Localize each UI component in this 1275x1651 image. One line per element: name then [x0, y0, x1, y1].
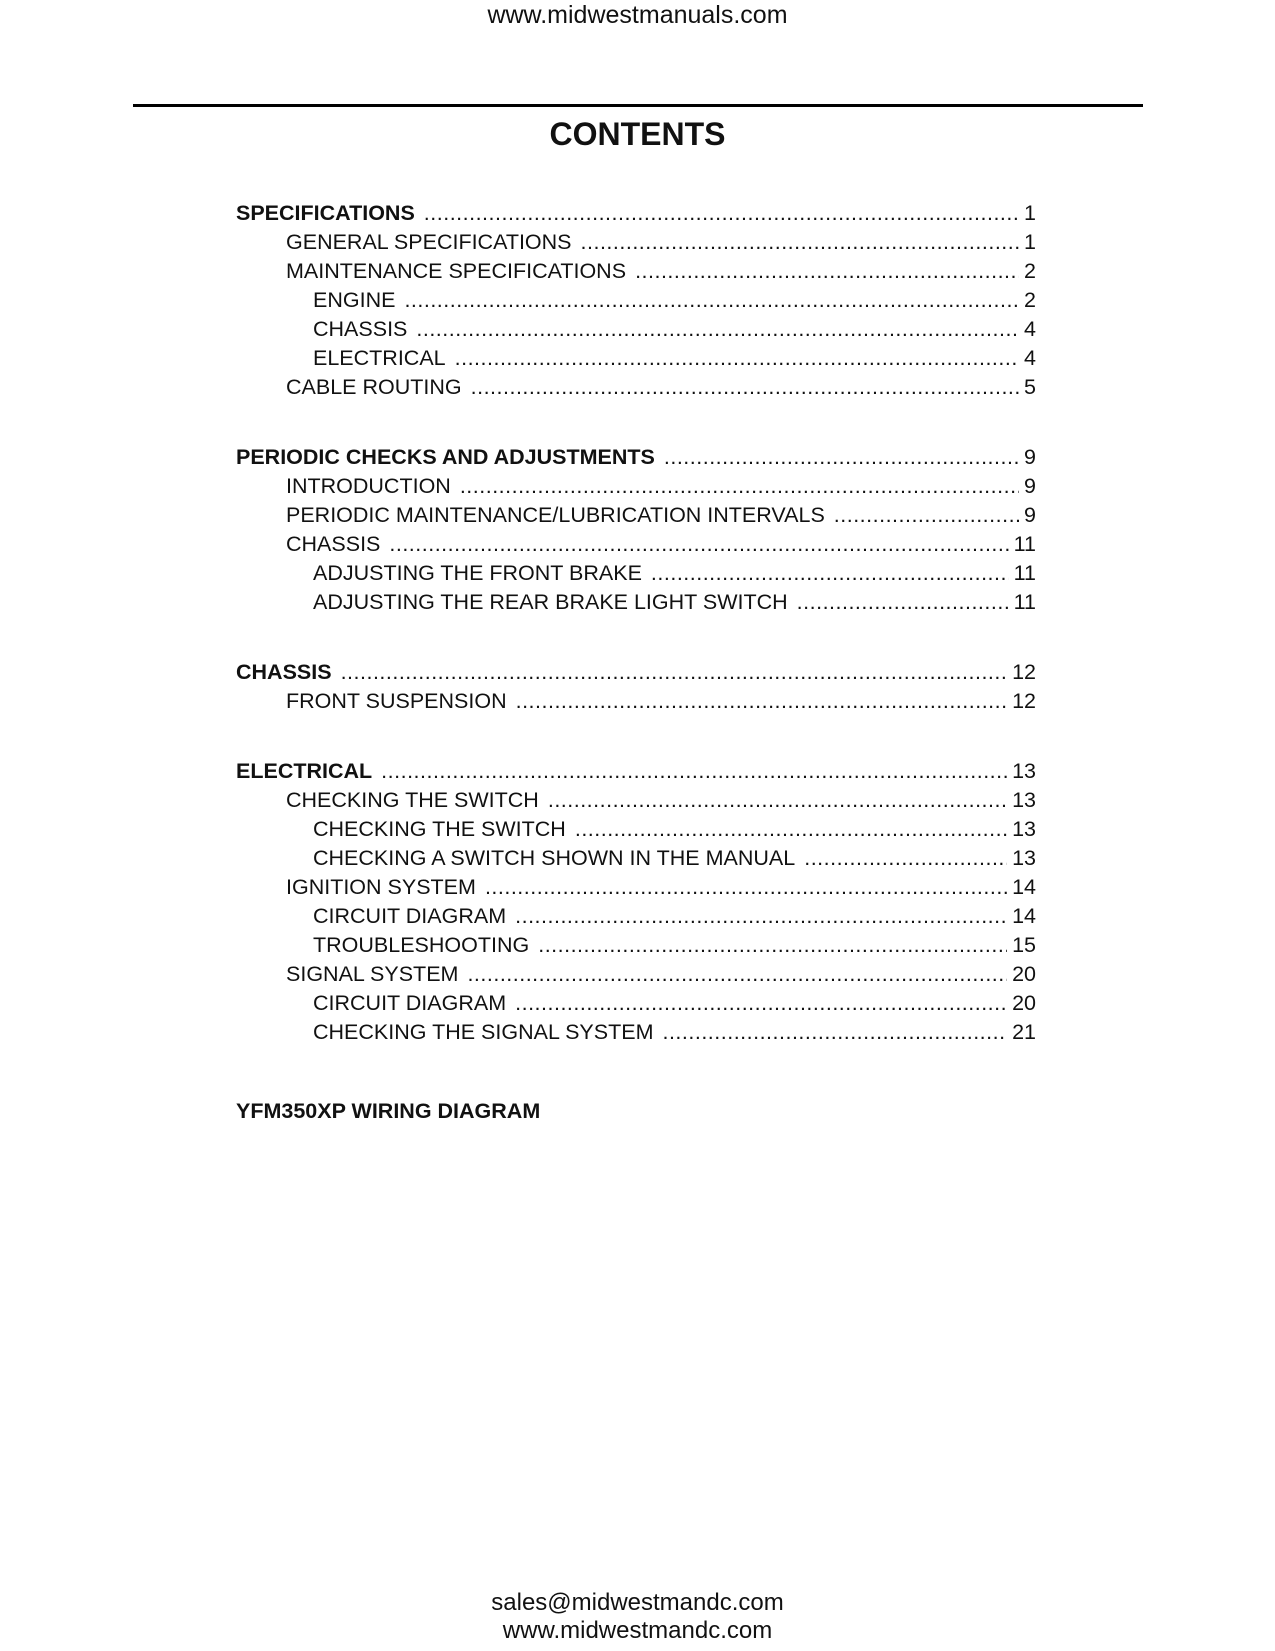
toc-entry-page: 20 — [1012, 962, 1036, 986]
toc-entry-page: 9 — [1024, 503, 1036, 527]
toc-entry-page: 2 — [1024, 259, 1036, 283]
toc-entry-label: CHASSIS — [313, 317, 408, 341]
toc-entry-page: 21 — [1012, 1020, 1036, 1044]
toc-entry[interactable] — [236, 344, 1036, 373]
toc-entry[interactable] — [236, 257, 1036, 286]
toc-entry-page: 12 — [1012, 689, 1036, 713]
toc-entry[interactable] — [236, 588, 1036, 617]
toc-section-specifications — [236, 199, 1036, 402]
toc-entry[interactable] — [236, 931, 1036, 960]
dot-leader — [834, 501, 1019, 530]
toc-entry-label: IGNITION SYSTEM — [286, 875, 476, 899]
dot-leader — [485, 873, 1007, 902]
dot-leader — [515, 902, 1007, 931]
toc-entry-label: CIRCUIT DIAGRAM — [313, 904, 507, 928]
toc-entry-label: CHASSIS — [286, 532, 381, 556]
dot-leader — [548, 786, 1007, 815]
toc-entry-label: CHECKING THE SIGNAL SYSTEM — [313, 1020, 654, 1044]
dot-leader — [804, 844, 1007, 873]
toc-entry-label: GENERAL SPECIFICATIONS — [286, 230, 572, 254]
toc-entry[interactable] — [236, 199, 1036, 228]
toc-entry-page: 11 — [1013, 590, 1036, 614]
toc-entry-page: 4 — [1024, 346, 1036, 370]
table-of-contents — [236, 199, 1036, 1088]
title-divider — [133, 104, 1143, 107]
toc-entry-label: ELECTRICAL — [313, 346, 446, 370]
toc-entry-label: SIGNAL SYSTEM — [286, 962, 459, 986]
toc-entry-page: 1 — [1024, 201, 1036, 225]
toc-entry-page: 15 — [1012, 933, 1036, 957]
toc-entry[interactable] — [236, 815, 1036, 844]
toc-entry-label: ELECTRICAL — [236, 759, 373, 783]
toc-section-periodic-checks — [236, 443, 1036, 617]
toc-entry-label: ADJUSTING THE REAR BRAKE LIGHT SWITCH — [313, 590, 788, 614]
toc-section-electrical — [236, 757, 1036, 1047]
dot-leader — [455, 344, 1019, 373]
toc-entry[interactable] — [236, 960, 1036, 989]
toc-entry[interactable] — [236, 472, 1036, 501]
dot-leader — [651, 559, 1009, 588]
toc-entry-page: 11 — [1013, 561, 1036, 585]
toc-entry-page: 20 — [1012, 991, 1036, 1015]
toc-entry[interactable] — [236, 559, 1036, 588]
dot-leader — [389, 530, 1008, 559]
toc-entry-label: FRONT SUSPENSION — [286, 689, 507, 713]
toc-entry-label: MAINTENANCE SPECIFICATIONS — [286, 259, 627, 283]
dot-leader — [538, 931, 1007, 960]
toc-entry-page: 5 — [1024, 375, 1036, 399]
toc-entry[interactable] — [236, 228, 1036, 257]
toc-entry-page: 14 — [1012, 904, 1036, 928]
toc-entry-label: SPECIFICATIONS — [236, 201, 415, 225]
footer — [0, 1589, 1275, 1645]
toc-entry-label: INTRODUCTION — [286, 474, 451, 498]
toc-entry-page: 1 — [1024, 230, 1036, 254]
dot-leader — [471, 373, 1019, 402]
toc-entry[interactable] — [236, 373, 1036, 402]
toc-entry-page: 13 — [1012, 846, 1036, 870]
toc-entry-page: 9 — [1024, 445, 1036, 469]
toc-entry-page: 11 — [1013, 532, 1036, 556]
dot-leader — [381, 757, 1007, 786]
dot-leader — [575, 815, 1007, 844]
toc-entry-label: ENGINE — [313, 288, 396, 312]
toc-entry[interactable] — [236, 902, 1036, 931]
toc-entry-page: 14 — [1012, 875, 1036, 899]
toc-entry-wiring-diagram[interactable]: YFM350XP WIRING DIAGRAM — [236, 1099, 541, 1123]
toc-entry-page: 13 — [1012, 817, 1036, 841]
dot-leader — [516, 687, 1007, 716]
footer-email[interactable]: sales@midwestmandc.com — [491, 1589, 784, 1616]
dot-leader — [581, 228, 1020, 257]
toc-entry-label: CABLE ROUTING — [286, 375, 462, 399]
toc-entry-label: CHASSIS — [236, 660, 332, 684]
toc-entry[interactable] — [236, 989, 1036, 1018]
toc-entry[interactable] — [236, 757, 1036, 786]
dot-leader — [424, 199, 1019, 228]
dot-leader — [404, 286, 1019, 315]
toc-entry-page: 4 — [1024, 317, 1036, 341]
toc-entry[interactable] — [236, 501, 1036, 530]
dot-leader — [467, 960, 1007, 989]
dot-leader — [797, 588, 1009, 617]
toc-entry-label: ADJUSTING THE FRONT BRAKE — [313, 561, 642, 585]
toc-entry-label: PERIODIC MAINTENANCE/LUBRICATION INTERVALS — [286, 503, 825, 527]
toc-entry-page: 9 — [1024, 474, 1036, 498]
toc-entry[interactable] — [236, 1018, 1036, 1047]
toc-entry-label: CHECKING THE SWITCH — [313, 817, 566, 841]
footer-url[interactable]: www.midwestmandc.com — [502, 1617, 773, 1644]
toc-entry-label: PERIODIC CHECKS AND ADJUSTMENTS — [236, 445, 655, 469]
toc-entry-page: 13 — [1012, 788, 1036, 812]
toc-entry[interactable] — [236, 530, 1036, 559]
toc-entry-page: 12 — [1012, 660, 1036, 684]
toc-entry-label: CHECKING A SWITCH SHOWN IN THE MANUAL — [313, 846, 796, 870]
toc-entry-page: 2 — [1024, 288, 1036, 312]
toc-entry[interactable] — [236, 443, 1036, 472]
dot-leader — [460, 472, 1019, 501]
toc-entry[interactable] — [236, 286, 1036, 315]
toc-entry-page: 13 — [1012, 759, 1036, 783]
dot-leader — [664, 443, 1019, 472]
dot-leader — [515, 989, 1007, 1018]
dot-leader — [662, 1018, 1007, 1047]
toc-entry[interactable] — [236, 873, 1036, 902]
toc-entry-label: TROUBLESHOOTING — [313, 933, 530, 957]
toc-entry-label: CIRCUIT DIAGRAM — [313, 991, 507, 1015]
toc-entry[interactable] — [236, 687, 1036, 716]
toc-entry[interactable] — [236, 786, 1036, 815]
dot-leader — [635, 257, 1019, 286]
page-title: CONTENTS — [549, 116, 726, 152]
toc-entry-label: CHECKING THE SWITCH — [286, 788, 539, 812]
toc-entry[interactable] — [236, 844, 1036, 873]
toc-entry[interactable] — [236, 658, 1036, 687]
dot-leader — [416, 315, 1019, 344]
header-url[interactable]: www.midwestmanuals.com — [487, 1, 788, 29]
toc-entry[interactable] — [236, 315, 1036, 344]
toc-section-chassis — [236, 658, 1036, 716]
dot-leader — [341, 658, 1008, 687]
